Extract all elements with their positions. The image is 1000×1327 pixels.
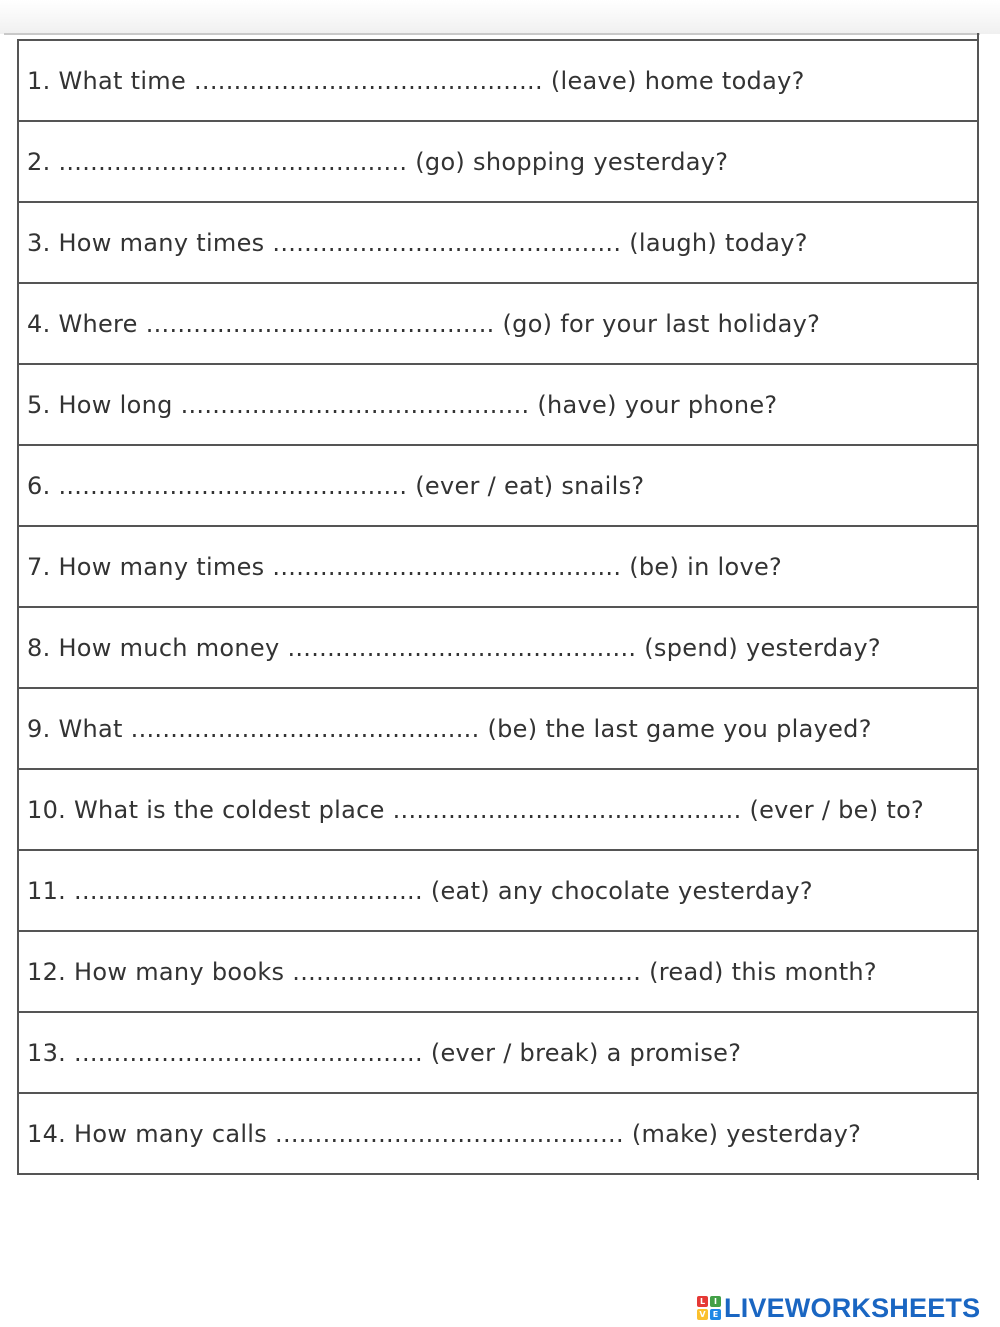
question-text [27, 958, 877, 986]
question-number: 7. [27, 552, 51, 581]
answer-blank[interactable]: ............................................ [287, 633, 637, 662]
top-rule [4, 33, 980, 35]
question-tail: your phone? [624, 390, 778, 419]
question-tail: snails? [561, 471, 645, 500]
logo-mark-cell: L [697, 1296, 708, 1307]
verb-hint: (read) [649, 957, 724, 986]
question-tail: for your last holiday? [560, 309, 821, 338]
question-lead: How many calls [74, 1119, 268, 1148]
question-number: 14. [27, 1119, 67, 1148]
question-text [27, 229, 808, 257]
question-row [19, 1013, 977, 1094]
question-tail: yesterday? [726, 1119, 862, 1148]
question-tail: this month? [731, 957, 877, 986]
question-row [19, 41, 977, 122]
question-lead: How much money [58, 633, 280, 662]
answer-blank[interactable]: ............................................ [130, 714, 480, 743]
question-number: 2. [27, 147, 51, 176]
question-tail: the last game you played? [545, 714, 872, 743]
question-number: 8. [27, 633, 51, 662]
question-row [19, 1094, 977, 1175]
question-lead: How many books [74, 957, 285, 986]
answer-blank[interactable]: ............................................ [74, 1038, 423, 1067]
question-number: 3. [27, 228, 51, 257]
verb-hint: (have) [537, 390, 617, 419]
question-lead: What is the coldest place [74, 795, 385, 824]
answer-blank[interactable]: ............................................ [145, 309, 495, 338]
verb-hint: (be) [487, 714, 538, 743]
question-text [27, 796, 924, 824]
verb-hint: (eat) [430, 876, 490, 905]
question-tail: today? [725, 228, 808, 257]
verb-hint: (go) [415, 147, 466, 176]
question-text [27, 472, 644, 500]
question-lead: What [58, 714, 123, 743]
question-text [27, 634, 881, 662]
verb-hint: (make) [631, 1119, 719, 1148]
question-text [27, 877, 813, 905]
liveworksheets-mark-icon [697, 1296, 721, 1320]
answer-blank[interactable]: ............................................ [275, 1119, 624, 1148]
verb-hint: (leave) [550, 66, 637, 95]
answer-blank[interactable]: ............................................ [74, 876, 423, 905]
answer-blank[interactable]: ............................................ [292, 957, 642, 986]
question-tail: home today? [644, 66, 805, 95]
question-number: 9. [27, 714, 51, 743]
answer-blank[interactable]: ............................................ [392, 795, 742, 824]
question-row [19, 527, 977, 608]
question-row [19, 365, 977, 446]
answer-blank[interactable]: ............................................ [58, 147, 408, 176]
question-text [27, 67, 805, 95]
question-text [27, 310, 820, 338]
question-row [19, 689, 977, 770]
verb-hint: (ever / eat) [415, 471, 554, 500]
answer-blank[interactable]: ............................................ [58, 471, 408, 500]
question-row [19, 284, 977, 365]
answer-blank[interactable]: ............................................ [194, 66, 543, 95]
question-number: 6. [27, 471, 51, 500]
verb-hint: (spend) [644, 633, 739, 662]
question-row [19, 203, 977, 284]
question-text [27, 715, 872, 743]
verb-hint: (laugh) [629, 228, 718, 257]
question-row [19, 770, 977, 851]
table-right-border [977, 33, 979, 1180]
logo-mark-cell: E [710, 1309, 721, 1320]
verb-hint: (be) [629, 552, 680, 581]
question-text [27, 391, 777, 419]
question-lead: How many times [58, 552, 265, 581]
question-number: 10. [27, 795, 67, 824]
question-lead: How many times [58, 228, 265, 257]
question-row [19, 446, 977, 527]
top-shade [0, 0, 1000, 34]
question-lead: Where [58, 309, 138, 338]
verb-hint: (ever / be) [749, 795, 879, 824]
question-number: 11. [27, 876, 67, 905]
answer-blank[interactable]: ............................................ [272, 552, 622, 581]
question-lead: What time [58, 66, 187, 95]
verb-hint: (go) [502, 309, 553, 338]
question-tail: shopping yesterday? [473, 147, 729, 176]
question-text [27, 148, 728, 176]
logo-mark-cell: I [710, 1296, 721, 1307]
liveworksheets-logo[interactable] [697, 1290, 980, 1326]
answer-blank[interactable]: ............................................ [180, 390, 530, 419]
question-number: 5. [27, 390, 51, 419]
question-text [27, 1120, 861, 1148]
question-tail: yesterday? [745, 633, 881, 662]
question-lead: How long [58, 390, 173, 419]
question-tail: in love? [687, 552, 783, 581]
question-number: 1. [27, 66, 51, 95]
logo-mark-cell: V [697, 1309, 708, 1320]
question-number: 4. [27, 309, 51, 338]
question-number: 13. [27, 1038, 67, 1067]
question-row [19, 608, 977, 689]
answer-blank[interactable]: ............................................ [272, 228, 622, 257]
logo-text: LIVEWORKSHEETS [724, 1292, 981, 1323]
worksheet-table [17, 39, 979, 1175]
question-text [27, 553, 782, 581]
question-tail: a promise? [606, 1038, 742, 1067]
question-text [27, 1039, 741, 1067]
question-tail: to? [886, 795, 925, 824]
question-number: 12. [27, 957, 67, 986]
verb-hint: (ever / break) [430, 1038, 599, 1067]
question-row [19, 122, 977, 203]
question-row [19, 932, 977, 1013]
question-tail: any chocolate yesterday? [497, 876, 813, 905]
question-row [19, 851, 977, 932]
